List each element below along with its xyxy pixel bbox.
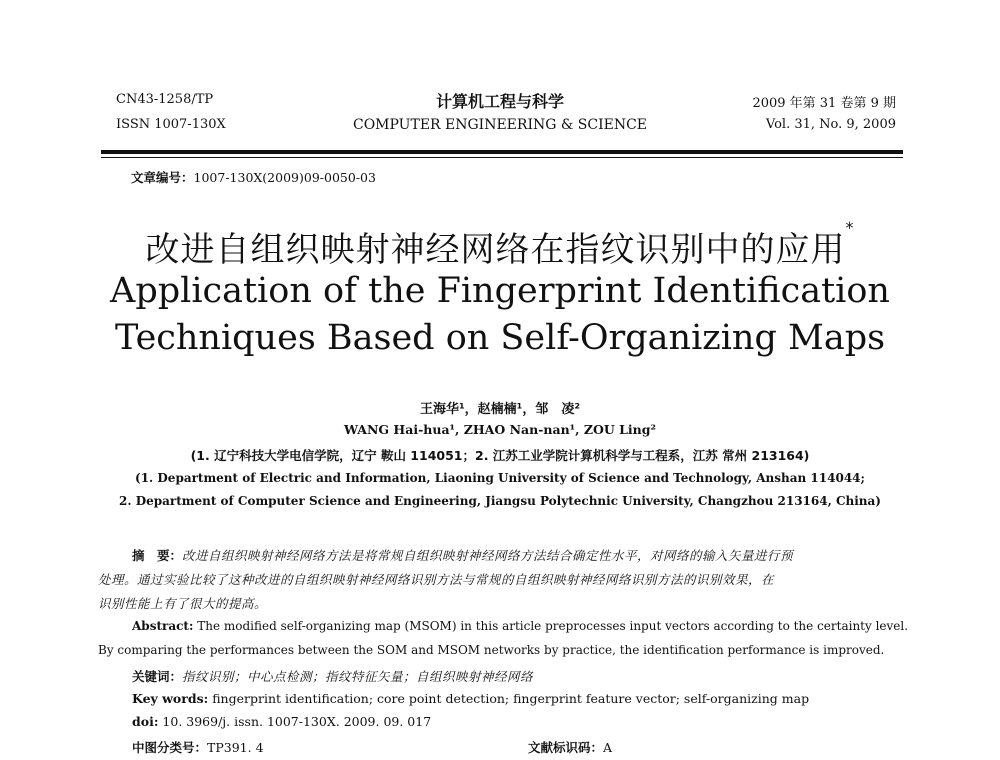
article-number (131, 168, 376, 186)
header-rule-thin (101, 157, 903, 158)
journal-title-cn: 计算机工程与科学 (435, 92, 564, 111)
title-en-line2: Techniques Based on Self-Organizing Maps (114, 318, 886, 358)
keywords-en-value: fingerprint identification; core point detection; fingerprint feature vector; self-organizing map (208, 691, 810, 706)
issn: ISSN 1007-130X (116, 117, 226, 132)
issue-en: Vol. 31, No. 9, 2009 (765, 117, 896, 132)
title-en-line1: Application of the Fingerprint Identification (110, 271, 890, 311)
clc-number (132, 738, 264, 756)
keywords-cn-value: 指纹识别；中心点检测；指纹特征矢量；自组织映射神经网络 (182, 669, 534, 684)
abstract-cn-label: 摘 要： (132, 548, 183, 563)
doi-value: 10. 3969/j. issn. 1007-130X. 2009. 09. 017 (158, 714, 432, 729)
abstract-en-label: Abstract: (132, 619, 194, 633)
clc-value: TP391. 4 (207, 740, 264, 755)
affiliation-cn: (1. 辽宁科技大学电信学院，辽宁 鞍山 114051；2. 江苏工业学院计算机科学与工程系，江苏 常州 213164) (190, 448, 810, 463)
abstract-cn-line2: 处理。通过实验比较了这种改进的自组织映射神经网络识别方法与常规的自组织映射神经网络识别方法的识别效果，在 (98, 572, 775, 587)
abstract-cn-text1: 改进自组织映射神经网络方法是将常规自组织映射神经网络方法结合确定性水平，对网络的输入矢量进行预 (182, 548, 794, 563)
authors-cn: 王海华¹，赵楠楠¹，邹 凌² (419, 402, 581, 417)
cn-code: CN43-1258/TP (116, 92, 214, 107)
keywords-en (132, 691, 809, 706)
document-code (528, 738, 612, 756)
keywords-cn-label: 关键词： (132, 669, 183, 684)
doc-code-value: A (603, 740, 613, 755)
issue-cn: 2009 年第 31 卷第 9 期 (752, 96, 896, 111)
clc-label: 中图分类号： (132, 740, 208, 755)
header-rule-thick (101, 150, 903, 154)
authors-en: WANG Hai-hua¹, ZHAO Nan-nan¹, ZOU Ling² (344, 422, 656, 437)
affiliation-en-line1: (1. Department of Electric and Information, Liaoning University of Science and Technology, Anshan 114044; (135, 471, 865, 485)
title-cn-text: 改进自组织映射神经网络在指纹识别中的应用 (145, 230, 846, 270)
title-cn (0, 218, 1000, 271)
abstract-cn-line1 (132, 546, 793, 564)
keywords-cn (132, 667, 533, 685)
abstract-en-text1: The modified self-organizing map (MSOM) in this article preprocesses input vectors according to the certainty level. (193, 619, 909, 633)
keywords-en-label: Key words: (132, 691, 209, 706)
article-number-value: 1007-130X(2009)09-0050-03 (193, 170, 376, 185)
doc-code-label: 文献标识码： (528, 740, 604, 755)
article-number-label: 文章编号： (131, 170, 194, 185)
title-footnote-marker: * (845, 218, 855, 237)
doi (132, 714, 431, 729)
abstract-en-line1 (132, 619, 908, 633)
affiliation-en-line2: 2. Department of Computer Science and Engineering, Jiangsu Polytechnic University, Changzhou 213164, China) (119, 494, 881, 508)
journal-title-en: COMPUTER ENGINEERING & SCIENCE (352, 117, 648, 133)
abstract-en-line2: By comparing the performances between the SOM and MSOM networks by practice, the identification performance is improved. (98, 643, 885, 657)
abstract-cn-line3: 识别性能上有了很大的提高。 (98, 596, 268, 611)
doi-label: doi: (132, 714, 159, 729)
